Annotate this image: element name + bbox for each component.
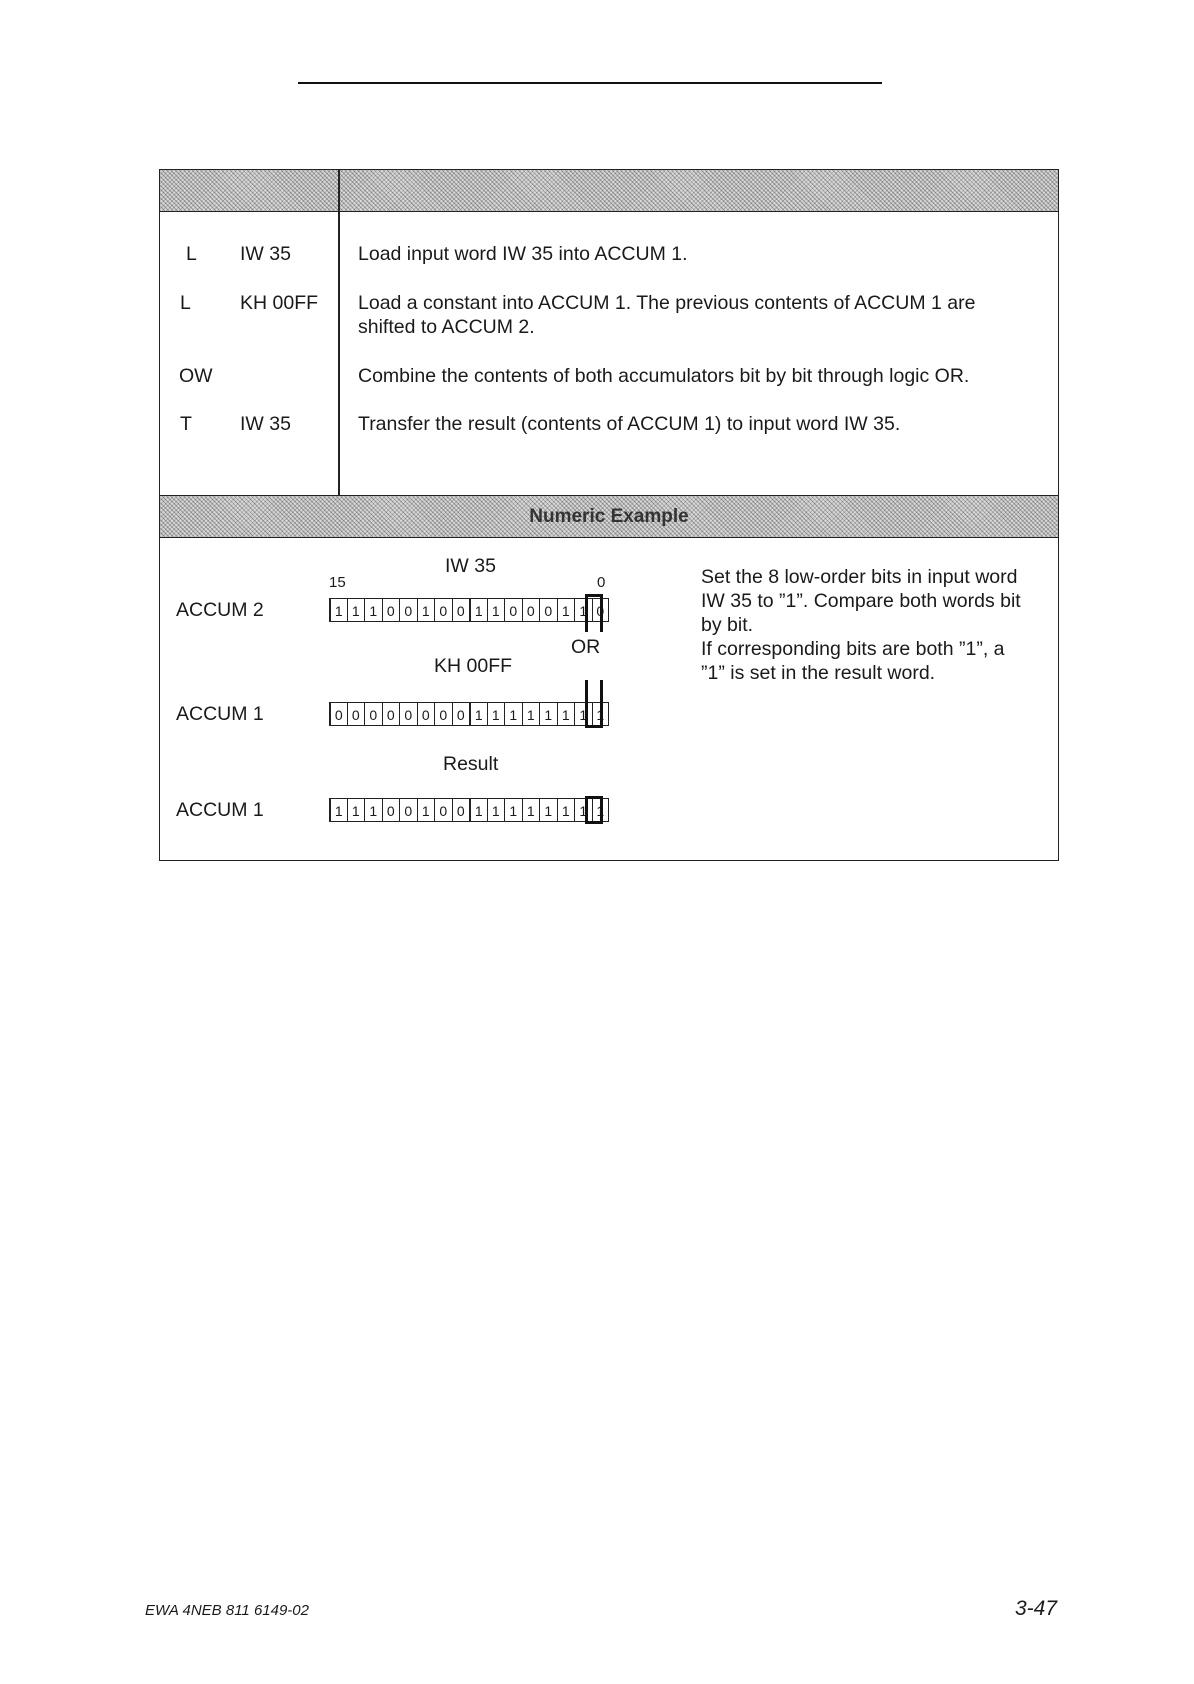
bit-cell: 1 (417, 798, 435, 822)
header-rule (298, 82, 882, 84)
bit-cell: 1 (522, 798, 540, 822)
bit-cell: 0 (329, 702, 347, 726)
bit-high-index: 15 (329, 574, 346, 591)
row-caption: KH 00FF (434, 655, 513, 677)
bit-register-row (329, 598, 609, 622)
bit-cell: 1 (329, 598, 347, 622)
bit-register-row (329, 702, 609, 726)
bit-cell: 1 (574, 598, 592, 622)
bit-cell: 0 (452, 702, 470, 726)
bit-cell: 0 (452, 798, 470, 822)
stmt-comment: Load a constant into ACCUM 1. The previous contents of ACCUM 1 are shifted to ACCUM 2. (358, 292, 976, 338)
stmt-op: OW (179, 365, 213, 387)
bit-cell: 1 (469, 702, 487, 726)
bit-cell: 0 (382, 702, 400, 726)
page-number: 3-47 (1015, 1597, 1058, 1620)
bit-cell: 0 (382, 798, 400, 822)
bit-cell: 0 (522, 598, 540, 622)
bit-cell: 1 (487, 598, 505, 622)
bit-cell: 0 (592, 598, 610, 622)
bit-highlight-bracket (585, 796, 603, 824)
bit-cell: 1 (592, 798, 610, 822)
example-explanation: Set the 8 low-order bits in input word IW 35 to ”1”. Compare both words bit by bit. If corresponding bits are both ”1”, a ”1” is set in the result word. (701, 566, 1021, 684)
bit-highlight-bracket (585, 594, 603, 632)
bit-cell: 1 (347, 798, 365, 822)
bit-cell: 1 (469, 798, 487, 822)
bit-cell: 1 (539, 702, 557, 726)
bit-cell: 1 (504, 798, 522, 822)
bit-cell: 1 (522, 702, 540, 726)
row-label: ACCUM 2 (176, 599, 264, 621)
table-header-band (160, 170, 1058, 212)
row-caption: IW 35 (445, 555, 496, 577)
bit-cell: 1 (574, 798, 592, 822)
bit-register-row (329, 798, 609, 822)
bit-cell: 0 (539, 598, 557, 622)
bit-cell: 1 (469, 598, 487, 622)
numeric-example-band (160, 495, 1058, 538)
bit-cell: 0 (504, 598, 522, 622)
bit-cell: 1 (487, 798, 505, 822)
row-caption: Result (443, 753, 499, 775)
bit-low-index: 0 (597, 574, 606, 591)
bit-cell: 1 (557, 598, 575, 622)
numeric-example-title: Numeric Example (529, 506, 689, 527)
stmt-comment: Transfer the result (contents of ACCUM 1) to input word IW 35. (358, 413, 901, 435)
bit-cell: 0 (452, 598, 470, 622)
bit-cell: 0 (364, 702, 382, 726)
bit-cell: 1 (539, 798, 557, 822)
bit-cell: 0 (399, 598, 417, 622)
bit-cell: 1 (592, 702, 610, 726)
stmt-operand: IW 35 (240, 413, 291, 435)
bit-cell: 1 (487, 702, 505, 726)
column-divider (338, 170, 340, 497)
stmt-op: T (180, 413, 192, 435)
bit-cell: 1 (504, 702, 522, 726)
stmt-op: L (180, 292, 191, 314)
stmt-comment: Load input word IW 35 into ACCUM 1. (358, 243, 688, 265)
bit-cell: 0 (399, 798, 417, 822)
stmt-operand: IW 35 (240, 243, 291, 265)
stmt-comment: Combine the contents of both accumulators bit by bit through logic OR. (358, 365, 970, 387)
stl-example-table (159, 169, 1059, 861)
bit-cell: 1 (364, 798, 382, 822)
stmt-operand: KH 00FF (240, 292, 319, 314)
bit-cell: 1 (574, 702, 592, 726)
bit-cell: 1 (347, 598, 365, 622)
bit-cell: 0 (347, 702, 365, 726)
bit-cell: 1 (557, 702, 575, 726)
bit-cell: 1 (329, 798, 347, 822)
bit-cell: 0 (434, 598, 452, 622)
op-label: OR (571, 636, 601, 658)
bit-cell: 1 (364, 598, 382, 622)
document-id: EWA 4NEB 811 6149-02 (145, 1602, 309, 1619)
row-label: ACCUM 1 (176, 799, 264, 821)
bit-cell: 0 (417, 702, 435, 726)
bit-cell: 1 (417, 598, 435, 622)
bit-cell: 0 (434, 702, 452, 726)
bit-cell: 0 (382, 598, 400, 622)
bit-cell: 0 (434, 798, 452, 822)
bit-highlight-bracket (585, 680, 603, 728)
row-label: ACCUM 1 (176, 703, 264, 725)
bit-cell: 1 (557, 798, 575, 822)
bit-cell: 0 (399, 702, 417, 726)
stmt-op: L (186, 243, 197, 265)
